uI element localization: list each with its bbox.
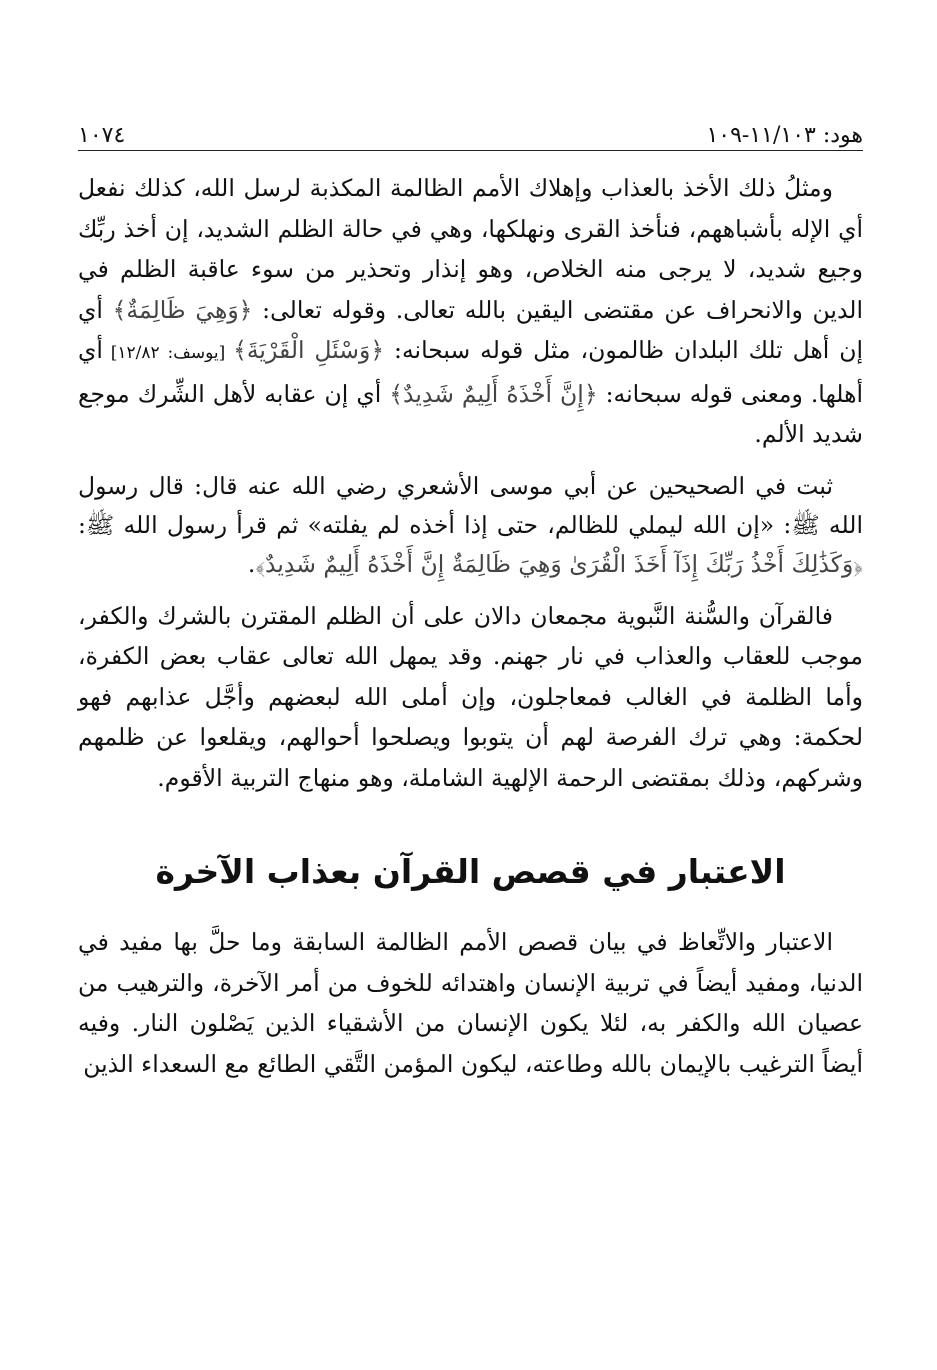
text-run: ومثلُ ذلك الأخذ بالعذاب وإهلاك الأمم الظالمة المكذبة لرسل الله، كذلك نفعل أي الإله بأشباههم، فنأخذ القرى ونهلكها، وهي في حالة الظلم الشديد، إن أخذ ربِّك وجيع شديد، لا يرجى منه الخلاص، وهو إنذار وتحذير من سوء عاقبة الظلم في الدين والانحراف عن مقتضى اليقين بالله تعالى. وقوله تعالى: — [78, 174, 863, 324]
text-run: أي أهلها. ومعنى قوله سبحانه: — [78, 336, 863, 408]
quran-verse: ﴿وَسْئَلِ الْقَرْيَةَ﴾ — [233, 336, 385, 364]
text-run: . — [247, 549, 256, 578]
paragraph-3: فالقرآن والسُّنة النَّبوية مجمعان دالان على أن الظلم المقترن بالشرك والكفر، موجب للعقاب والعذاب في نار جهنم. وقد يمهل الله تعالى عقاب بعض الكفرة، وأما الظلمة في الغالب فمعاجلون، وإن أملى الله لبعضهم وأجَّل عذابهم فهو لحكمة: وهي ترك الفرصة لهم أن يتوبوا ويصلحوا أحوالهم، ويقلعوا عن ظلمهم وشركهم، وذلك بمقتضى الرحمة الإلهية الشاملة، وهو منهاج التربية الأقوم. — [78, 601, 863, 792]
text-run: ثبت في الصحيحين عن أبي موسى الأشعري رضي الله عنه قال: قال رسول الله ﷺ: «إن الله ليملي للظالم، حتى إذا أخذه لم يفلته» ثم قرأ رسول الله ﷺ: — [78, 471, 863, 539]
page-body — [78, 168, 863, 1084]
surah-reference: هود: ١١/١٠٣-١٠٩ — [706, 123, 863, 148]
page-number: ١٠٧٤ — [78, 123, 126, 148]
paragraph-2 — [78, 467, 863, 584]
page-header — [78, 112, 863, 148]
verse-citation: [يوسف: ١٢/٨٢] — [102, 343, 234, 363]
paragraph-1 — [78, 168, 863, 455]
section-heading: الاعتبار في قصص القرآن بعذاب الآخرة — [155, 852, 786, 891]
quran-verse: ﴿وَهِيَ ظَالِمَةٌ﴾ — [112, 295, 253, 324]
text-run: أي إن أهل تلك البلدان ظالمون، مثل قوله سبحانه: — [78, 295, 863, 364]
paragraph-4: الاعتبار والاتِّعاظ في بيان قصص الأمم الظالمة السابقة وما حلَّ بها مفيد في الدنيا، ومفيد أيضاً في تربية الإنسان واهتدائه للخوف من أمر الآخرة، والترهيب من عصيان الله والكفر به، لئلا يكون الإنسان من الأشقياء الذين يَصْلون النار. وفيه أيضاً الترغيب بالإيمان بالله وطاعته، ليكون المؤمن التَّقي الطائع مع السعداء الذين — [78, 928, 863, 1078]
quran-verse: ﴿وَكَذَٰلِكَ أَخْذُ رَبِّكَ إِذَآ أَخَذَ الْقُرَىٰ وَهِيَ ظَالِمَةٌ إِنَّ أَخْذَهُ أَلِيمٌ شَدِيدٌ﴾ — [255, 549, 863, 578]
header-divider — [78, 150, 863, 151]
quran-verse: ﴿إِنَّ أَخْذَهُ أَلِيمٌ شَدِيدٌ﴾ — [389, 379, 598, 408]
text-run: أي إن عقابه لأهل الشِّرك موجع شديد الألم. — [78, 379, 863, 448]
